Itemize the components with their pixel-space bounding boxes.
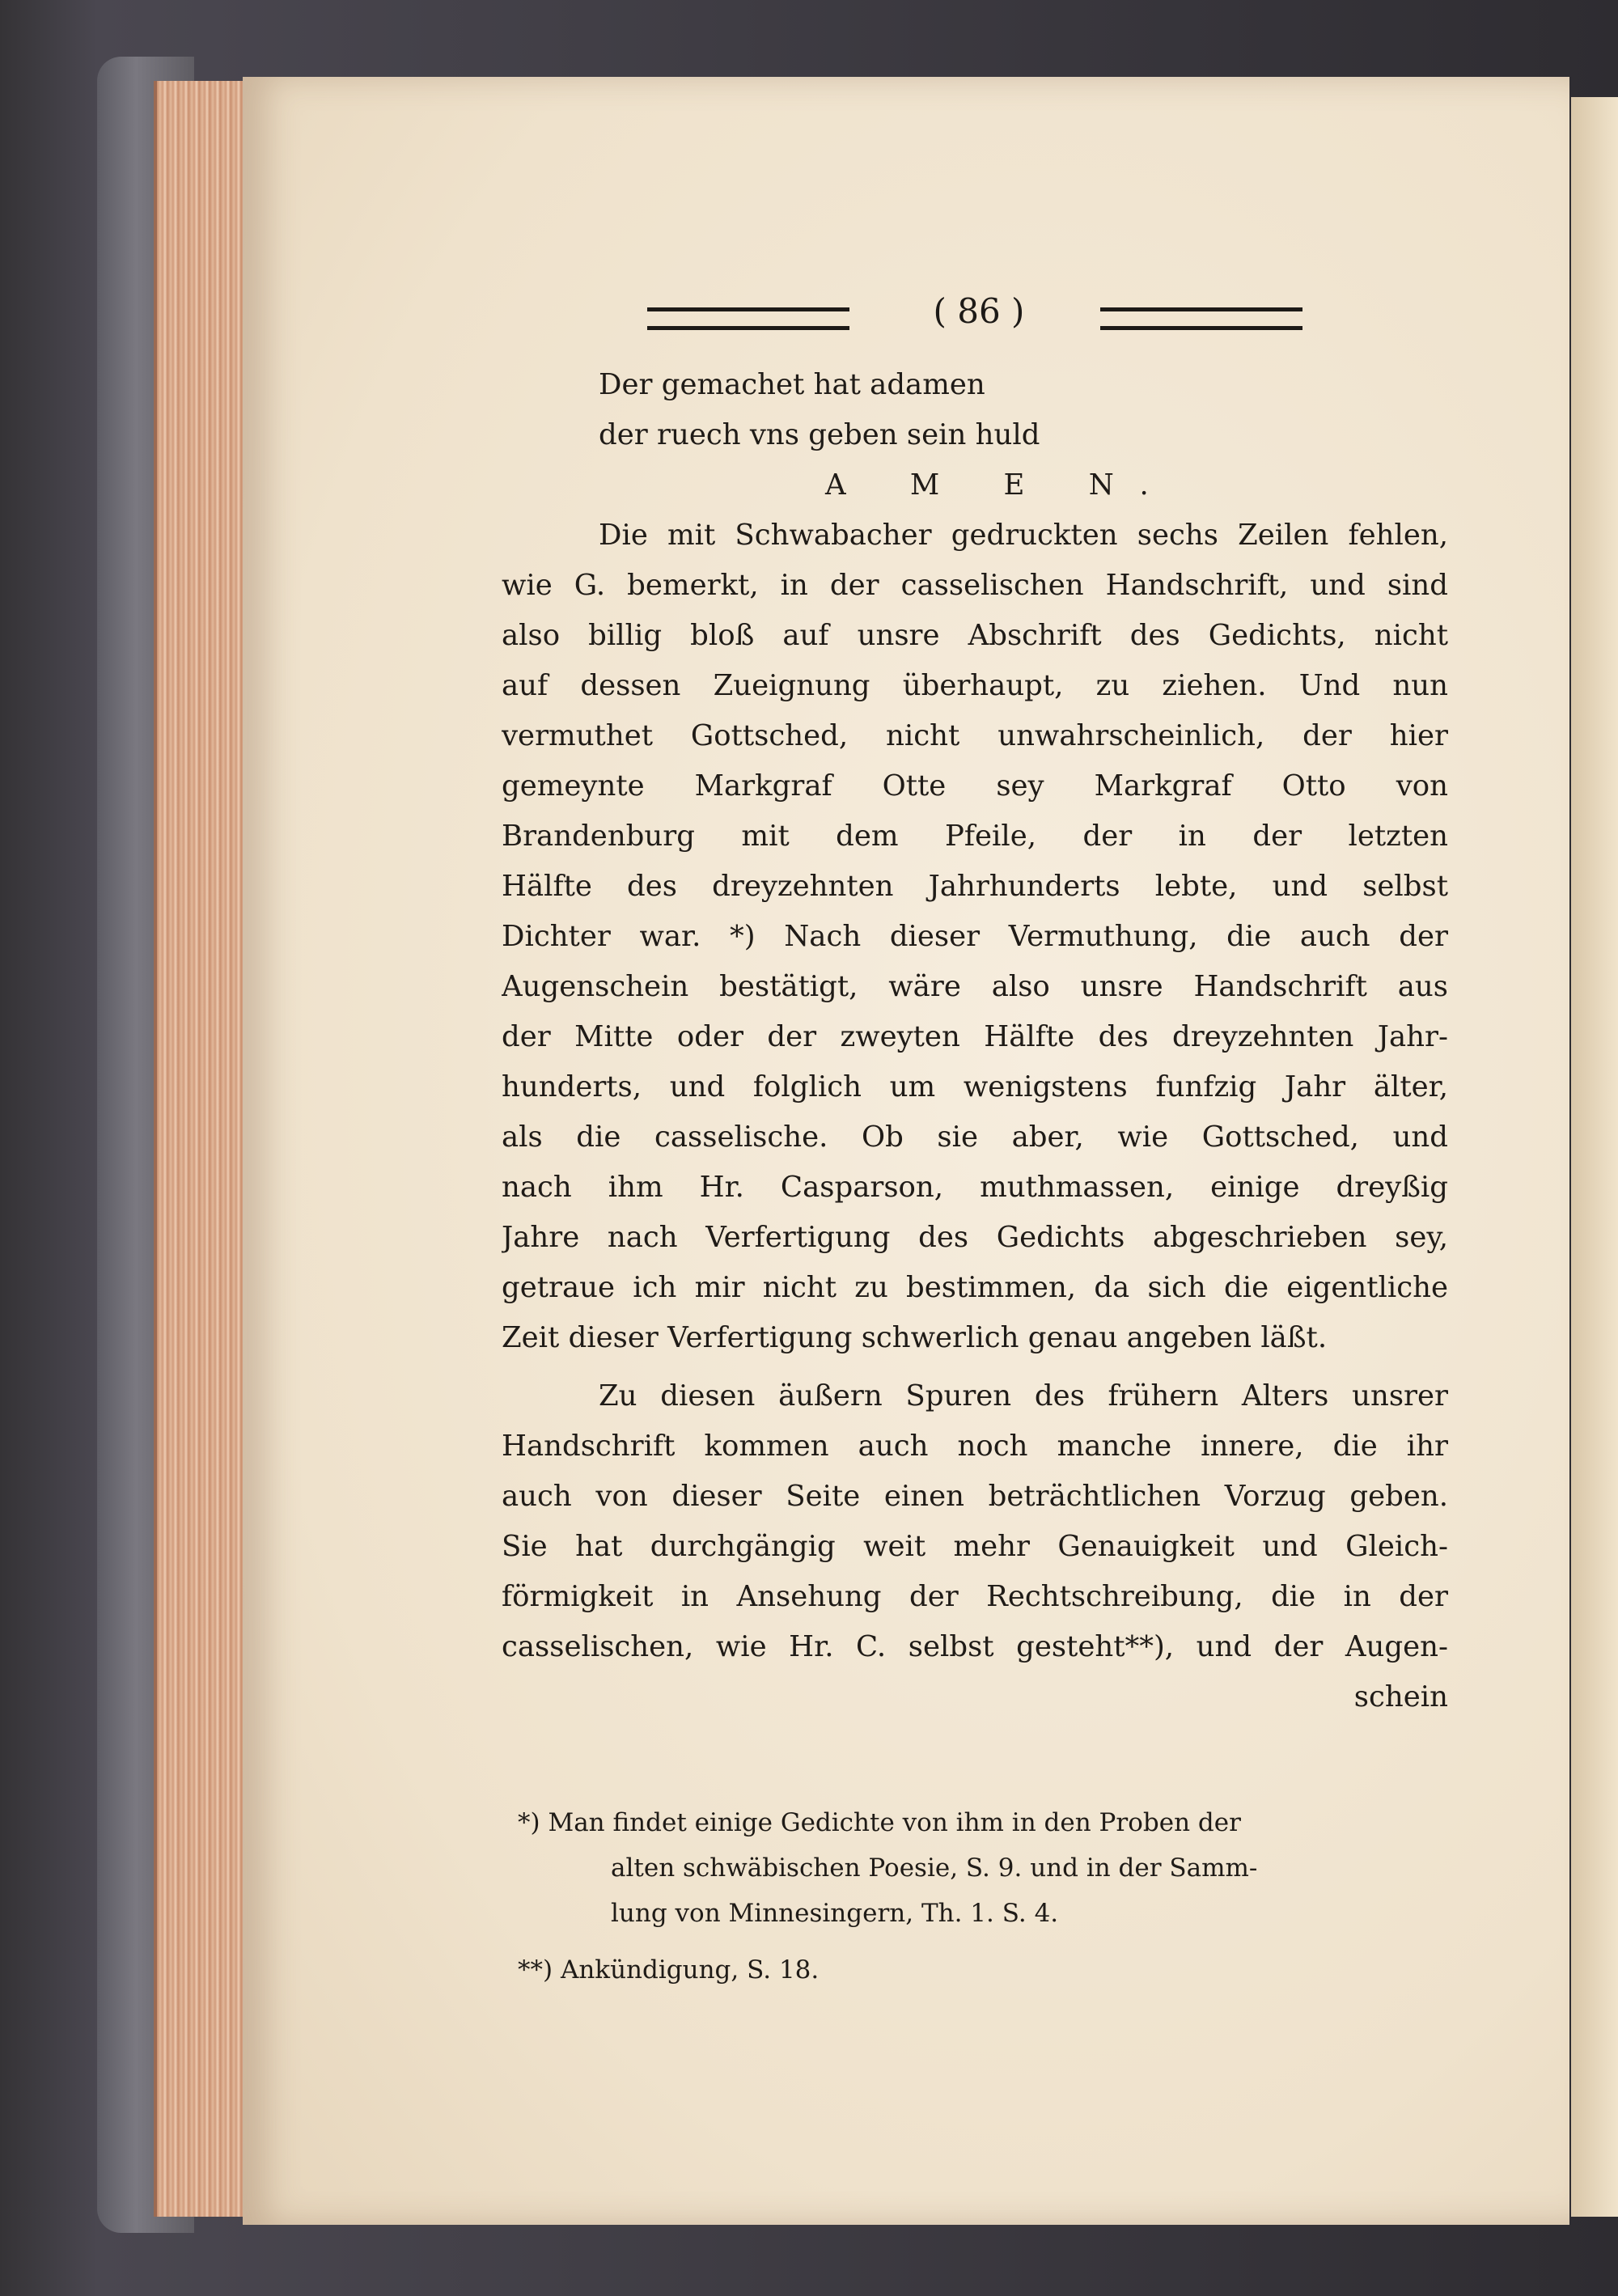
paragraph-line: auch von dieser Seite einen beträchtlichen Vorzug geben. — [502, 1480, 1448, 1513]
page-header — [647, 291, 1311, 340]
paragraph-line: Handschrift kommen auch noch manche innere, die ihr — [502, 1430, 1448, 1463]
footnote-1-line: lung von Minnesingern, Th. 1. S. 4. — [611, 1899, 1059, 1928]
paragraph-line: hunderts, und folglich um wenigstens funfzig Jahr älter, — [502, 1070, 1448, 1104]
page-edges — [154, 81, 254, 2217]
paragraph-line: also billig bloß auf unsre Abschrift des Gedichts, nicht — [502, 619, 1448, 652]
footnote-2: **) Ankündigung, S. 18. — [518, 1955, 820, 1985]
paragraph-line: Zu diesen äußern Spuren des frühern Alters unsrer — [599, 1379, 1448, 1413]
paragraph-line: wie G. bemerkt, in der casselischen Handschrift, und sind — [502, 569, 1448, 602]
poem-line: der ruech vns geben sein huld — [599, 418, 1040, 451]
paragraph-line: nach ihm Hr. Casparson, muthmassen, einige dreyßig — [502, 1171, 1448, 1204]
paragraph-line: Zeit dieser Verfertigung schwerlich genau angeben läßt. — [502, 1321, 1328, 1354]
header-rule-left — [647, 307, 849, 330]
poem-line: Der gemachet hat adamen — [599, 368, 985, 401]
catchword: schein — [1353, 1680, 1448, 1714]
footnote-1-line: alten schwäbischen Poesie, S. 9. und in der Samm- — [611, 1853, 1258, 1883]
footnote-1-line: *) Man findet einige Gedichte von ihm in den Proben der — [518, 1808, 1241, 1837]
paragraph-line: Jahre nach Verfertigung des Gedichts abgeschrieben sey, — [502, 1221, 1448, 1254]
poem-amen: A M E N. — [825, 468, 1176, 502]
body-text — [502, 360, 1448, 1722]
page-number: ( 86 ) — [933, 291, 1025, 331]
paragraph-line: Augenschein bestätigt, wäre also unsre Handschrift aus — [502, 970, 1448, 1003]
paragraph-line: casselischen, wie Hr. C. selbst gesteht**), und der Augen- — [502, 1630, 1448, 1663]
paragraph-line: förmigkeit in Ansehung der Rechtschreibung, die in der — [502, 1580, 1448, 1613]
paragraph-line: Sie hat durchgängig weit mehr Genauigkeit und Gleich- — [502, 1530, 1448, 1563]
paragraph-line: Brandenburg mit dem Pfeile, der in der letzten — [502, 820, 1448, 853]
paragraph-line: Hälfte des dreyzehnten Jahrhunderts lebte, und selbst — [502, 870, 1448, 903]
paragraph-gap — [502, 1363, 1448, 1371]
paragraph-line: vermuthet Gottsched, nicht unwahrscheinlich, der hier — [502, 719, 1448, 752]
paragraph-line: als die casselische. Ob sie aber, wie Gottsched, und — [502, 1120, 1448, 1154]
header-rule-right — [1100, 307, 1302, 330]
paragraph-line: auf dessen Zueignung überhaupt, zu ziehen. Und nun — [502, 669, 1448, 702]
paragraph-line: Dichter war. *) Nach dieser Vermuthung, die auch der — [502, 920, 1448, 953]
paragraph-line: Die mit Schwabacher gedruckten sechs Zeilen fehlen, — [599, 519, 1448, 552]
facing-page-edge — [1571, 97, 1618, 2217]
paragraph-line: gemeynte Markgraf Otte sey Markgraf Otto von — [502, 769, 1448, 803]
footnotes — [518, 1800, 1448, 1993]
paragraph-line: getraue ich mir nicht zu bestimmen, da sich die eigentliche — [502, 1271, 1448, 1304]
paragraph-line: der Mitte oder der zweyten Hälfte des dreyzehnten Jahr- — [502, 1020, 1448, 1053]
